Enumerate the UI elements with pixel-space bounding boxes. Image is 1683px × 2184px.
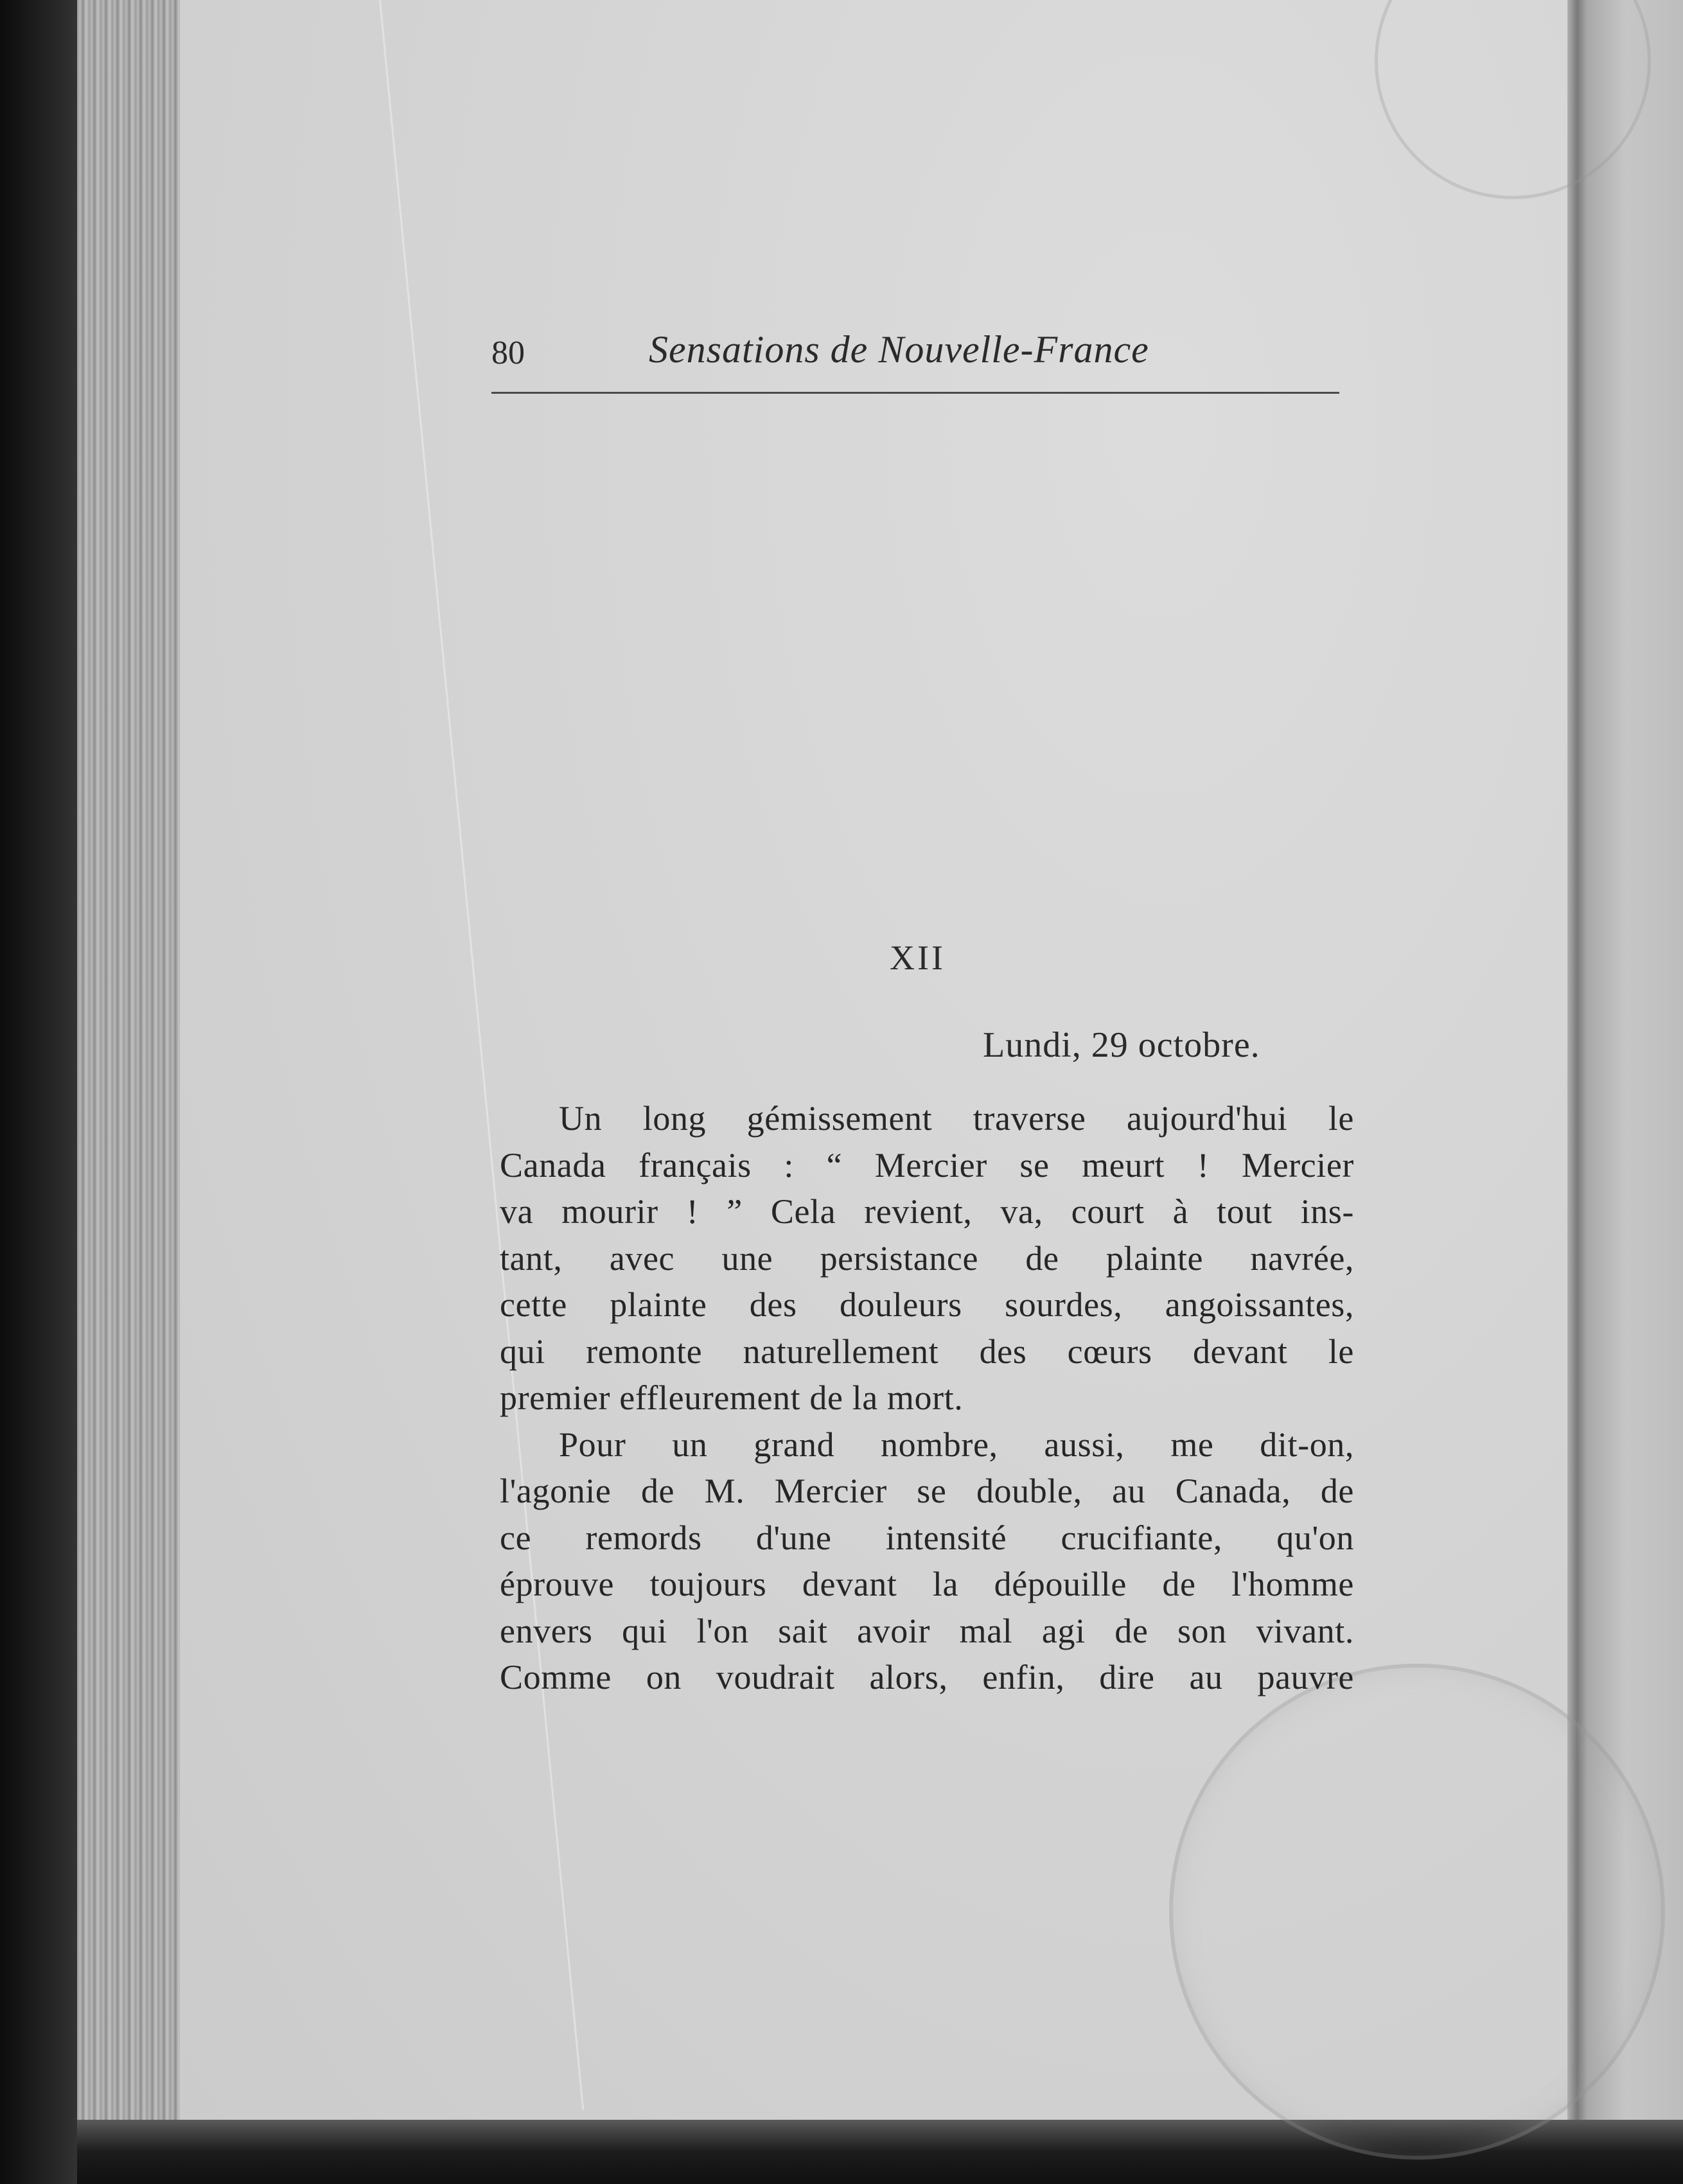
page-number: 80 (491, 335, 525, 371)
running-head (491, 328, 1339, 394)
scan-left-edge (0, 0, 90, 2184)
chapter-number: XII (890, 938, 946, 977)
text-line: envers qui l'on sait avoir mal agi de son vivant. (500, 1611, 1354, 1650)
text-line: Un long gémissement traverse aujourd'hui le (559, 1099, 1354, 1138)
water-stain (1169, 1664, 1665, 2160)
text-line: l'agonie de M. Mercier se double, au Canada, de (500, 1472, 1354, 1510)
text-line: cette plainte des douleurs sourdes, angoissantes, (500, 1285, 1354, 1324)
text-line: Comme on voudrait alors, enfin, dire au pauvre (500, 1658, 1354, 1696)
body-text (500, 1095, 1354, 1701)
text-line: Pour un grand nombre, aussi, me dit-on, (559, 1425, 1354, 1464)
text-line: éprouve toujours devant la dépouille de l'homme (500, 1565, 1354, 1603)
text-line: tant, avec une persistance de plainte navrée, (500, 1238, 1354, 1278)
page-block-edges (77, 0, 182, 2139)
running-title: Sensations de Nouvelle-France (649, 328, 1149, 371)
text-line: va mourir ! ” Cela revient, va, court à tout ins- (500, 1192, 1354, 1231)
text-line: ce remords d'une intensité crucifiante, qu'on (500, 1518, 1354, 1557)
text-line: qui remonte naturellement des cœurs devant le (500, 1332, 1354, 1371)
text-line: Canada français : “ Mercier se meurt ! Mercier (500, 1145, 1354, 1184)
chapter-dateline: Lundi, 29 octobre. (983, 1025, 1260, 1065)
text-line: premier effleurement de la mort. (500, 1378, 964, 1417)
